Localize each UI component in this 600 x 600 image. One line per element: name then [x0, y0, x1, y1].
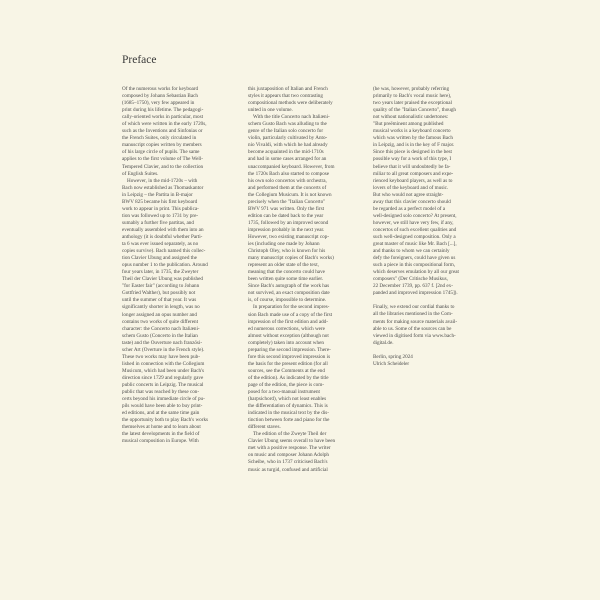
text-line: in Leipzig – the Partita in B-major	[122, 191, 193, 198]
text-column-3	[373, 86, 487, 368]
text-line: and thanks to whom we can certainly	[373, 248, 450, 255]
text-line: Theil der Clavier Übung was published	[122, 276, 203, 283]
text-line: preparing the second impression. There-	[248, 346, 331, 353]
text-line: panded and improved impression 1745]).	[373, 290, 458, 297]
text-line: certs beyond his immediate circle of pu-	[122, 396, 205, 403]
text-line: opus number 1 to the publication. Around	[122, 262, 208, 269]
text-line: quality of the "Italian Concerto", though	[373, 107, 457, 114]
text-line: longer assigned an opus number and	[122, 311, 197, 318]
text-line: ed editions, and at the same time gain	[122, 410, 200, 417]
text-line: contains two works of quite different	[122, 318, 198, 325]
text-line: musical works is a keyboard concerto	[373, 128, 451, 135]
text-line: of which were written in the early 1720s,	[122, 121, 207, 128]
text-line: 22 December 1739, pp. 637 f. [2nd ex-	[373, 283, 453, 290]
text-line: cally-oriented works in particular, most	[122, 114, 204, 121]
text-line: such as the Inventions and Sinfonias or	[122, 128, 203, 135]
text-line: of the edition). As indicated by the title	[248, 374, 329, 381]
text-line: been written quite some time earlier.	[248, 276, 324, 283]
text-line: precisely when the "Italian Concerto"	[248, 198, 326, 205]
text-line: Ulrich Scheideler	[373, 360, 410, 367]
text-line: and had in some cases arranged for an	[248, 156, 327, 163]
text-line: ments for making source materials avail-	[373, 318, 458, 325]
text-line: eventually assembled with them into an	[122, 226, 204, 233]
text-line: pils would have been able to buy print-	[122, 403, 203, 410]
text-line: possible way for a work of this type, I	[373, 156, 452, 163]
text-line: nio Vivaldi, with which he had already	[248, 142, 328, 149]
text-line: With the title Concerto nach Italiæni-	[253, 114, 330, 121]
text-line: Since Bach's autograph of the work has	[248, 283, 330, 290]
text-line: Musicum, which had been under Bach's	[122, 367, 205, 374]
text-line: These two works may have been pub-	[122, 353, 200, 360]
text-line: Since this piece is designed in the best	[373, 149, 452, 156]
text-line: viewed in digitised form via www.bach-	[373, 332, 456, 339]
text-line: great master of music like Mr. Bach [...],	[373, 241, 457, 248]
text-line: Finally, we extend our cordial thanks to	[373, 304, 455, 311]
text-line: print during his lifetime. The pedagogi-	[122, 107, 204, 114]
text-line: Tempered Clavier, and to the collection	[122, 163, 204, 170]
text-line: not without nationalistic undertones:	[373, 114, 449, 121]
text-line: manuscript copies written by members	[122, 142, 202, 149]
text-line: united in one volume.	[248, 107, 293, 114]
text-line: Berlin, spring 2024	[373, 353, 413, 360]
text-line: "for Easter fair" (according to Johann	[122, 283, 200, 290]
text-line: edition can be dated back to the year	[248, 212, 324, 219]
text-line: In preparation for the second impres-	[253, 304, 330, 311]
text-line: musical composition in Europe. With	[122, 438, 199, 445]
text-line: of his large circle of pupils. The same	[122, 149, 200, 156]
text-line: genre of the Italian solo concerto for	[248, 128, 324, 135]
text-line: the differentiation of dynamics. This is	[248, 403, 328, 410]
text-line: become acquainted in the mid-1710s	[248, 149, 324, 156]
text-line: different staves.	[248, 424, 281, 431]
text-line: almost without exception (although not	[248, 332, 329, 339]
text-line: Of the numerous works for keyboard	[122, 86, 199, 92]
text-line: is, of course, impossible to determine.	[248, 297, 327, 304]
text-line: primarily to Bach's vocal music here),	[373, 93, 452, 100]
text-line: the Collegium Musicum. It is not known	[248, 191, 332, 198]
text-column-2	[248, 86, 362, 474]
text-line: scher Art (Overture in the French style).	[122, 346, 205, 353]
text-line: themselves at home and to learn about	[122, 424, 201, 431]
text-line: such well-designed composition. Only a	[373, 233, 456, 240]
text-line: 1735, followed by an improved second	[248, 219, 329, 226]
text-line: however, we still have very few, if any,	[373, 219, 454, 226]
text-line: music as turgid, confused and artificial	[248, 466, 328, 473]
text-line: However, two existing manuscript cop-	[248, 233, 330, 240]
text-line: schem Gusto Bach was alluding to the	[248, 121, 327, 128]
text-line: miliar to all great composers and expe-	[373, 170, 454, 177]
text-line: which deserves emulation by all our great	[373, 269, 459, 276]
text-line: away that this clavier concerto should	[373, 198, 451, 205]
text-line: ed numerous corrections, which were	[248, 325, 325, 332]
page-title: Preface	[122, 54, 157, 66]
text-line: the French Suites, only circulated in	[122, 135, 197, 142]
text-line: many manuscript copies of Bach's works)	[248, 255, 334, 262]
text-line: applies to the first volume of The Well-	[122, 156, 203, 163]
text-line: Scheibe, who in 1737 criticised Bach's	[248, 459, 328, 466]
text-line: "But preëminent among published	[373, 121, 444, 128]
text-line: taste) and the Ouverture nach französi-	[122, 339, 203, 346]
text-line: schem Gusto (Concerto in the Italian	[122, 332, 198, 339]
text-line	[373, 297, 487, 304]
text-line	[373, 347, 487, 354]
text-line: met with a positive response. The writer	[248, 445, 331, 452]
text-line: public concerts in Leipzig. The musical	[122, 381, 204, 388]
text-line: well-designed solo concerto? At present,	[373, 212, 457, 219]
text-line: completely) taken into account when	[248, 339, 324, 346]
text-column-1	[122, 86, 236, 445]
text-line: his own solo concertos with orchestra,	[248, 177, 327, 184]
text-line: However, in the mid-1720s – with	[127, 177, 198, 184]
text-line: But who would not agree straight-	[373, 191, 444, 198]
text-line: BWV 825 became his first keyboard	[122, 198, 198, 205]
text-line: of English Suites.	[122, 170, 159, 177]
text-line: Gottfried Walther), but possibly not	[122, 290, 196, 297]
text-line: Clavier Ubung seems overall to have been	[248, 438, 336, 445]
text-line: Bach now established as Thomaskantor	[122, 184, 204, 191]
text-line: sumably a further five partitas, and	[122, 219, 194, 226]
text-line: ies (including one made by Johann	[248, 241, 320, 248]
text-line: such a piece in this compositional form,	[373, 262, 456, 269]
text-line: in Leipzig, and is in the key of F major.	[373, 142, 455, 149]
text-line: (harpsichord), which not least enables	[248, 396, 327, 403]
text-line: copies survive). Bach named this collec-	[122, 248, 206, 255]
text-line: able to us. Some of the sources can be	[373, 325, 452, 332]
text-line: work to appear in print. This publica-	[122, 205, 199, 212]
text-line: meaning that the concerto could have	[248, 269, 325, 276]
text-line: violin, particularly cultivated by Anto-	[248, 135, 328, 142]
text-line: compositional methods were deliberately	[248, 100, 333, 107]
text-line: concertos of such excellent qualities and	[373, 226, 457, 233]
text-line: believe that it will undoubtedly be fa-	[373, 163, 451, 170]
text-line: and performed them at the concerts of	[248, 184, 327, 191]
text-line: be regarded as a perfect model of a	[373, 205, 446, 212]
text-line: the 1720s Bach also started to compose	[248, 170, 330, 177]
text-line: digital.de.	[373, 339, 394, 346]
text-line: anthology (it is doubtful whether Parti-	[122, 233, 203, 240]
text-line: composed by Johann Sebastian Bach	[122, 93, 198, 100]
text-line: represent an older state of the text,	[248, 262, 319, 269]
text-line: this juxtaposition of Italian and French	[248, 86, 328, 92]
text-line: lished in connection with the Collegium	[122, 360, 205, 367]
text-line: The edition of the Zweyte Theil der	[253, 431, 327, 438]
text-line: fore this second improved impression is	[248, 353, 331, 360]
text-line: significantly shorter in length, was no	[122, 304, 200, 311]
text-line: four years later, in 1735, the Zweyter	[122, 269, 199, 276]
text-line: tion Clavier Übung and assigned the	[122, 255, 197, 262]
text-line: (he was, however, probably referring	[373, 86, 450, 92]
text-line: styles it appears that two contrasting	[248, 93, 323, 100]
text-line: unaccompanied keyboard. However, from	[248, 163, 335, 170]
text-line: public that was reached by these con-	[122, 389, 200, 396]
text-line: page of the edition, the piece is com-	[248, 381, 324, 388]
text-line: ta 6 was ever issued separately, as no	[122, 241, 199, 248]
text-line: indicated in the musical text by the dis-	[248, 410, 329, 417]
text-line: the basis for the present edition (for all	[248, 360, 328, 367]
text-line: tinction between forte and piano for the	[248, 417, 330, 424]
text-line: lovers of the keyboard and of music.	[373, 184, 449, 191]
text-line: character: the Concerto nach Italiæni-	[122, 325, 200, 332]
text-line: the latest developments in the field of	[122, 431, 200, 438]
text-line: Christoph Oley, who is known for his	[248, 248, 326, 255]
text-line: the opportunity both to play Bach's works	[122, 417, 209, 424]
text-line: posed for a two-manual instrument	[248, 389, 320, 396]
text-line: impression of the first edition and add-	[248, 318, 328, 325]
text-line: all the libraries mentioned in the Com-	[373, 311, 453, 318]
text-line: direction since 1729 and regularly gave	[122, 374, 204, 381]
text-line: rienced keyboard players, as well as to	[373, 177, 453, 184]
text-line: two years later praised the exceptional	[373, 100, 452, 107]
text-line: defy the foreigners, could have given us	[373, 255, 456, 262]
text-line: tion was followed up to 1731 by pre-	[122, 212, 199, 219]
text-line: not survived, an exact composition date	[248, 290, 330, 297]
text-line: until the summer of that year. It was	[122, 297, 197, 304]
text-line: sion Bach made use of a copy of the first	[248, 311, 333, 318]
text-line: impression probably in the next year.	[248, 226, 325, 233]
text-line: composers" (Der Critische Musikus,	[373, 276, 448, 283]
text-line: which was written by the famous Bach	[373, 135, 453, 142]
text-line: on music and composer Johann Adolph	[248, 452, 329, 459]
text-line: BWV 971 was written. Only the first	[248, 205, 325, 212]
text-line: (1685–1750), very few appeared in	[122, 100, 195, 107]
text-line: sources, see the Comments at the end	[248, 367, 325, 374]
